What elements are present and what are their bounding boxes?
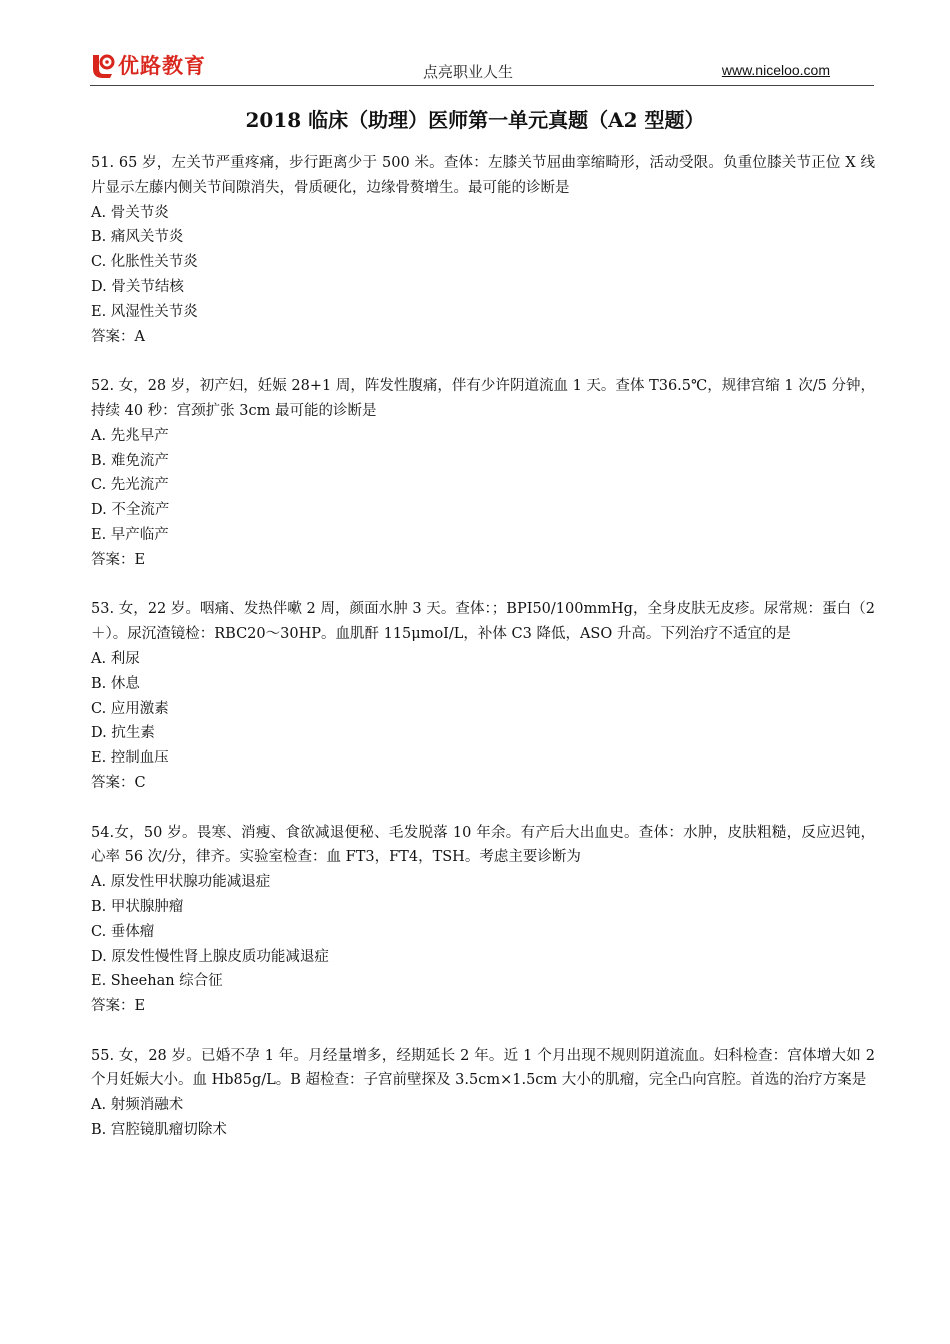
brand-logo-icon (90, 51, 116, 79)
question-55 (91, 1044, 875, 1143)
page-header (90, 44, 874, 86)
option-d: D. 原发性慢性肾上腺皮质功能减退症 (91, 948, 329, 965)
website-link[interactable]: www.niceloo.com (721, 62, 830, 78)
answer: 答案：A (91, 328, 145, 345)
answer: 答案：E (91, 551, 146, 568)
option-a: A. 利尿 (91, 650, 140, 667)
option-b: B. 甲状腺肿瘤 (91, 898, 184, 915)
header-slogan: 点亮职业人生 (423, 63, 514, 81)
question-stem: 54.女，50 岁。畏寒、消瘦、食欲减退便秘、毛发脱落 10 年余。有产后大出血史。查体：水肿，皮肤粗糙，反应迟钝，心率 56 次/分，律齐。实验室检查：血 FT3，FT4，TSH。考虑主要诊断为 (91, 824, 875, 866)
question-53 (91, 597, 875, 795)
question-stem: 51. 65 岁，左关节严重疼痛，步行距离少于 500 米。查体：左膝关节屈曲挛缩畸形，活动受限。负重位膝关节正位 X 线片显示左藤内侧关节间隙消失，骨质硬化，边缘骨赘增生。最可能的诊断是 (91, 155, 875, 196)
option-a: A. 射频消融术 (91, 1097, 184, 1114)
answer: 答案：C (91, 774, 146, 791)
question-stem: 53. 女，22 岁。咽痛、发热伴嗽 2 周，颜面水肿 3 天。查体：；BPI50/100mmHg，全身皮肤无皮疹。尿常规：蛋白（2＋）。尿沉渣镜检：RBC20～30HP。血肌酐 115μmoI/L，补体 C3 降低，ASO 升高。下列治疗不适宜的是 (91, 601, 875, 643)
question-list (91, 151, 875, 1168)
option-c: C. 垂体瘤 (91, 923, 155, 940)
question-stem: 52. 女，28 岁，初产妇，妊娠 28+1 周，阵发性腹痛，伴有少许阴道流血 1 天。查体 T36.5℃，规律宫缩 1 次/5 分钟，持续 40 秒：宫颈扩张 3cm 最可能的诊断是 (91, 378, 875, 419)
question-51 (91, 151, 875, 349)
option-a: A. 原发性甲状腺功能减退症 (91, 874, 271, 891)
option-e: E. 风湿性关节炎 (91, 303, 198, 320)
option-b: B. 宫腔镜肌瘤切除术 (91, 1122, 227, 1139)
question-52 (91, 374, 875, 572)
option-a: A. 先兆早产 (91, 427, 169, 444)
option-c: C. 先光流产 (91, 477, 169, 494)
option-c: C. 化胀性关节炎 (91, 254, 198, 271)
option-e: E. 早产临产 (91, 526, 169, 543)
option-d: D. 骨关节结核 (91, 278, 184, 295)
option-b: B. 痛风关节炎 (91, 229, 184, 246)
header-divider (90, 85, 874, 86)
answer: 答案：E (91, 998, 146, 1015)
option-e: E. 控制血压 (91, 750, 169, 767)
brand-name: 优路教育 (118, 54, 206, 78)
option-e: E. Sheehan 综合征 (91, 973, 223, 990)
option-b: B. 休息 (91, 675, 140, 692)
option-a: A. 骨关节炎 (91, 204, 169, 221)
option-c: C. 应用激素 (91, 700, 169, 717)
option-d: D. 不全流产 (91, 502, 170, 519)
question-stem: 55. 女，28 岁。已婚不孕 1 年。月经量增多，经期延长 2 年。近 1 个月出现不规则阴道流血。妇科检查：宫体增大如 2 个月妊娠大小。血 Hb85g/L。B 超检查：子宫前壁探及 3.5cm×1.5cm 大小的肌瘤，完全凸向宫腔。首选的治疗方案是 (91, 1047, 875, 1089)
document-title: 2018 临床（助理）医师第一单元真题（A2 型题） (245, 108, 705, 132)
option-d: D. 抗生素 (91, 725, 155, 742)
option-b: B. 难免流产 (91, 452, 169, 469)
brand-logo (90, 50, 206, 80)
question-54 (91, 821, 875, 1019)
